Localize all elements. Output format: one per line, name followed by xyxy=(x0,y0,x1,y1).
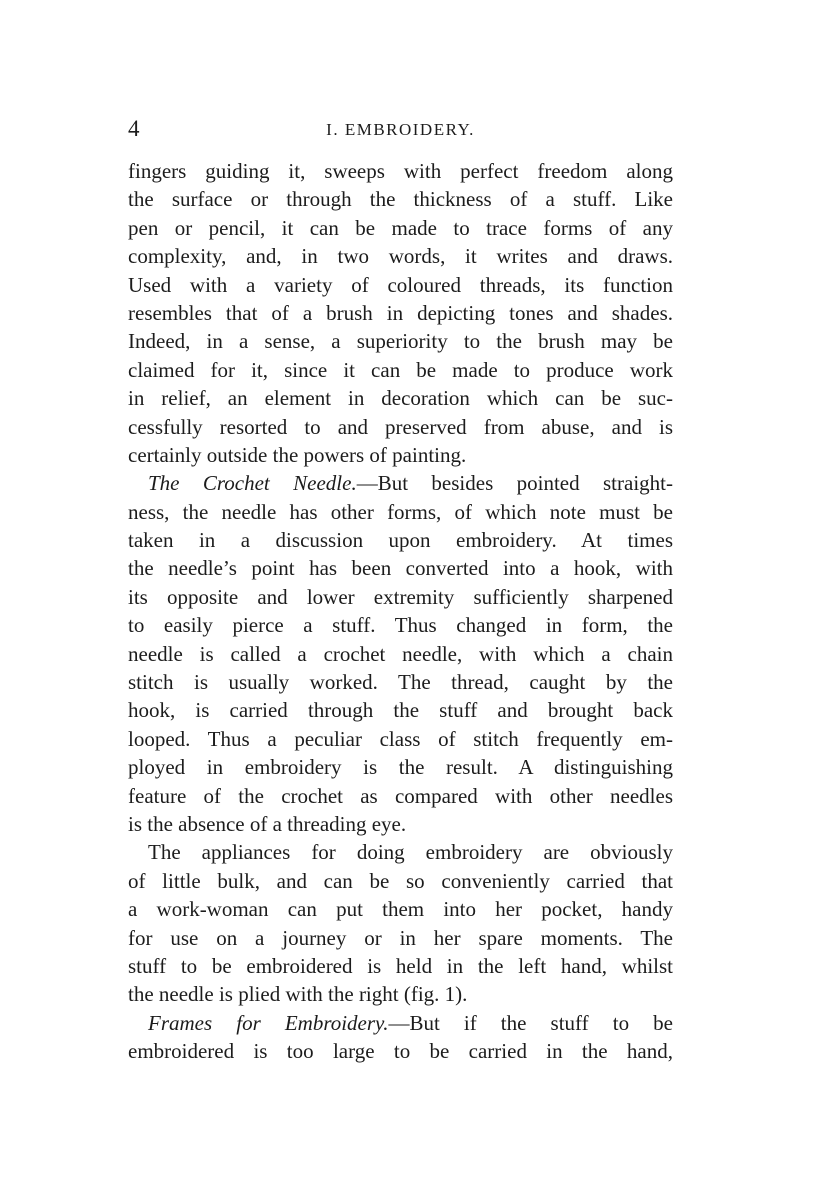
text-line: taken in a discussion upon embroidery. At times xyxy=(128,528,673,553)
page-header xyxy=(128,114,673,144)
text-line: to easily pierce a stuff. Thus changed in form, the xyxy=(128,613,673,638)
text-line: hook, is carried through the stuff and brought back xyxy=(128,698,673,723)
text-line: the needle is plied with the right (fig. 1). xyxy=(128,982,468,1007)
text-line: complexity, and, in two words, it writes and draws. xyxy=(128,244,673,269)
paragraph-appliances xyxy=(128,838,673,1008)
page-number: 4 xyxy=(128,116,140,141)
text-line: stuff to be embroidered is held in the left hand, whilst xyxy=(128,953,673,978)
text-line: for use on a journey or in her spare moments. The xyxy=(128,925,673,950)
text-line: needle is called a crochet needle, with which a chain xyxy=(128,641,673,666)
text-line: ployed in embroidery is the result. A distinguishing xyxy=(128,755,673,780)
paragraph-1 xyxy=(128,157,673,469)
text-line: ness, the needle has other forms, of which note must be xyxy=(128,499,673,524)
text-line: the needle’s point has been converted into a hook, with xyxy=(128,556,673,581)
text-line: resembles that of a brush in depicting tones and shades. xyxy=(128,300,673,325)
running-head: I. EMBROIDERY. xyxy=(326,120,475,139)
text-line: pen or pencil, it can be made to trace forms of any xyxy=(128,215,673,240)
paragraph-crochet-needle xyxy=(128,469,673,838)
paragraph-first-line: The appliances for doing embroidery are obviously xyxy=(148,840,673,865)
first-line-text: —But besides pointed straight- xyxy=(356,471,673,496)
text-line: cessfully resorted to and preserved from abuse, and is xyxy=(128,414,673,439)
section-heading-crochet-needle: The Crochet Needle. xyxy=(148,471,357,496)
text-line: is the absence of a threading eye. xyxy=(128,811,407,836)
text-line: feature of the crochet as compared with other needles xyxy=(128,783,673,808)
text-line: a work-woman can put them into her pocket, handy xyxy=(128,897,673,922)
text-line: certainly outside the powers of painting. xyxy=(128,442,467,467)
text-line: embroidered is too large to be carried in the hand, xyxy=(128,1039,673,1064)
section-heading-frames: Frames for Embroidery. xyxy=(148,1010,389,1035)
body-text xyxy=(128,157,673,1066)
text-line: its opposite and lower extremity sufficiently sharpened xyxy=(128,584,673,609)
paragraph-frames xyxy=(128,1009,673,1066)
text-line: fingers guiding it, sweeps with perfect freedom along xyxy=(128,159,673,183)
first-line-text: —But if the stuff to be xyxy=(388,1010,673,1035)
paragraph-first-line xyxy=(128,469,673,497)
text-line: claimed for it, since it can be made to produce work xyxy=(128,357,673,382)
text-line: the surface or through the thickness of a stuff. Like xyxy=(128,187,673,212)
text-line: in relief, an element in decoration which can be suc- xyxy=(128,386,673,411)
text-line: Used with a variety of coloured threads, its function xyxy=(128,272,673,297)
text-line: of little bulk, and can be so conveniently carried that xyxy=(128,868,673,893)
text-line: stitch is usually worked. The thread, caught by the xyxy=(128,670,673,695)
text-line: looped. Thus a peculiar class of stitch frequently em- xyxy=(128,726,673,751)
text-line: Indeed, in a sense, a superiority to the brush may be xyxy=(128,329,673,354)
paragraph-first-line xyxy=(128,1009,673,1037)
